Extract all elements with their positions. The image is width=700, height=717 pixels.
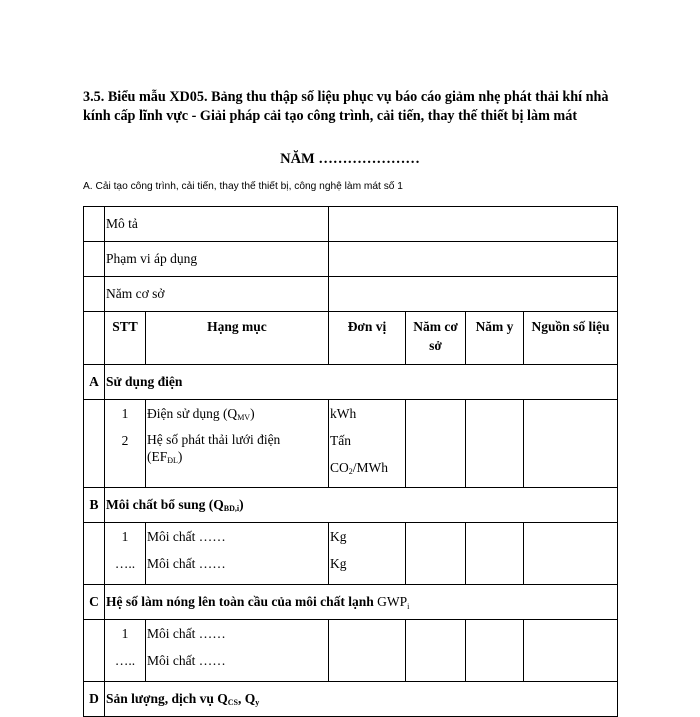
section-d-letter: D xyxy=(84,682,105,717)
section-c-header xyxy=(84,585,618,620)
section-a-header xyxy=(84,365,618,400)
scope-label: Phạm vi áp dụng xyxy=(105,242,329,277)
section-d-title: Sản lượng, dịch vụ $Q_{CS}$, $Q_y$ xyxy=(105,682,618,717)
section-b-year-y-cell[interactable] xyxy=(466,523,524,585)
row-b2-item: Môi chất …… xyxy=(147,556,226,571)
info-row-description xyxy=(84,207,618,242)
col-base-year: Năm cơ sở xyxy=(406,312,466,365)
col-year-y: Năm y xyxy=(466,312,524,365)
section-b-title: Môi chất bổ sung $(Q_{BD,i})$ xyxy=(105,488,618,523)
section-b-rows xyxy=(84,523,618,585)
section-c-title: Hệ số làm nóng lên toàn cầu của môi chất lạnh $GWP_i$ xyxy=(105,585,618,620)
row-b2-stt: ….. xyxy=(114,556,136,571)
row-a1-item: Điện sử dụng $(Q_{MV})$ xyxy=(147,406,255,422)
row-a1-stt: 1 xyxy=(121,406,129,421)
col-source: Nguồn số liệu xyxy=(524,312,618,365)
col-item: Hạng mục xyxy=(146,312,329,365)
section-c-letter: C xyxy=(84,585,105,620)
description-label: Mô tả xyxy=(105,207,329,242)
year-line: NĂM ………………… xyxy=(280,151,420,167)
section-a-letter: A xyxy=(84,365,105,400)
description-value-cell[interactable] xyxy=(329,207,618,242)
row-c1-item: Môi chất …… xyxy=(147,626,226,641)
row-a1-unit: kWh xyxy=(330,406,357,421)
info-row-scope xyxy=(84,242,618,277)
row-a2-unit-line1: Tấn xyxy=(330,433,351,448)
row-b1-item: Môi chất …… xyxy=(147,529,226,544)
section-a-rows xyxy=(84,400,618,488)
row-a2-stt: 2 xyxy=(121,433,129,448)
section-a-base-year-cell[interactable] xyxy=(406,400,466,488)
section-b-base-year-cell[interactable] xyxy=(406,523,466,585)
base-year-label: Năm cơ sở xyxy=(105,277,329,312)
section-c-unit-cell[interactable] xyxy=(329,620,406,682)
row-b2-unit: Kg xyxy=(330,556,347,571)
section-c-base-year-cell[interactable] xyxy=(406,620,466,682)
row-c2-item: Môi chất …… xyxy=(147,653,226,668)
section-a-year-y-cell[interactable] xyxy=(466,400,524,488)
data-collection-table xyxy=(83,206,618,717)
row-c1-stt: 1 xyxy=(121,626,129,641)
base-year-value-cell[interactable] xyxy=(329,277,618,312)
scope-value-cell[interactable] xyxy=(329,242,618,277)
section-c-source-cell[interactable] xyxy=(524,620,618,682)
row-a2-item: Hệ số phát thải lưới điện $(EF_{ĐL})$ xyxy=(147,432,281,465)
row-b1-unit: Kg xyxy=(330,529,347,544)
section-subtitle: A. Cải tạo công trình, cải tiến, thay thế thiết bị, công nghệ làm mát số 1 xyxy=(83,181,403,192)
column-header-row xyxy=(84,312,618,365)
col-stt: STT xyxy=(105,312,146,365)
section-c-rows xyxy=(84,620,618,682)
col-unit: Đơn vị xyxy=(329,312,406,365)
section-b-letter: B xyxy=(84,488,105,523)
section-c-year-y-cell[interactable] xyxy=(466,620,524,682)
info-row-base-year xyxy=(84,277,618,312)
row-c2-stt: ….. xyxy=(114,653,136,668)
row-a2-unit-line2: $CO_2$/MWh xyxy=(330,460,389,476)
section-b-header xyxy=(84,488,618,523)
section-d-header xyxy=(84,682,618,717)
form-heading: 3.5. Biểu mẫu XD05. Bảng thu thập số liệu phục vụ báo cáo giảm nhẹ phát thải khí nhà kính cấp lĩnh vực - Giải pháp cải tạo công trình, cải tiến, thay thế thiết bị làm mát xyxy=(83,89,609,124)
section-a-title: Sử dụng điện xyxy=(105,365,618,400)
section-b-source-cell[interactable] xyxy=(524,523,618,585)
section-a-source-cell[interactable] xyxy=(524,400,618,488)
row-b1-stt: 1 xyxy=(121,529,129,544)
